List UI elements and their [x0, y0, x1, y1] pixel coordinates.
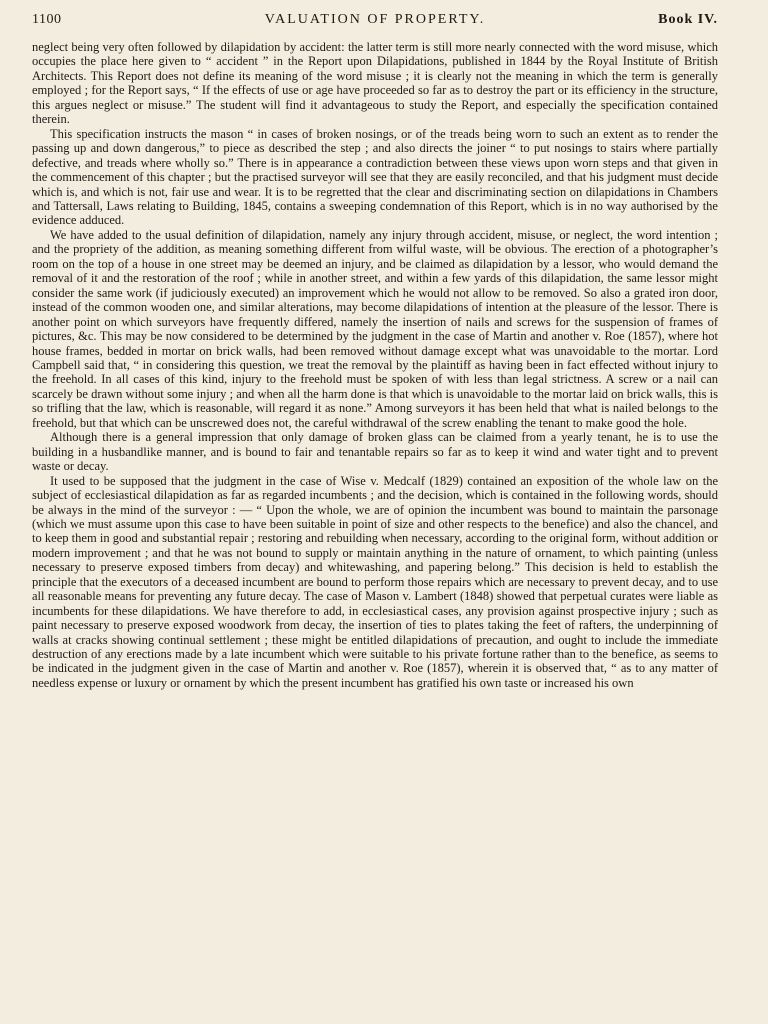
- paragraph: neglect being very often followed by dilapidation by accident: the latter term is still more nearly connected with the word misuse, which occupies the place here given to “ accident ” in the Report upon Dilapidations, published in 1844 by the Royal Institute of British Architects. This Report does not define its meaning of the word misuse ; it is clearly not the meaning in which the term is generally employed ; for the Report says, “ If the effects of use or age have proceeded so far as to destroy the part or its efficiency in the structure, this argues neglect or misuse.” The student will find it advantageous to study the Report, and especially the specification contained therein.: [32, 40, 718, 127]
- running-header: [32, 10, 718, 34]
- running-title: VALUATION OF PROPERTY.: [264, 12, 486, 27]
- page-number: 1100: [32, 12, 62, 27]
- book-label: Book IV.: [658, 12, 718, 27]
- body-text: [32, 40, 718, 690]
- paragraph: Although there is a general impression that only damage of broken glass can be claimed from a yearly tenant, he is to use the building in a husbandlike manner, and is bound to fair and tenantable repairs so far as to keep it wind and water tight and to prevent waste or decay.: [32, 430, 718, 474]
- paragraph: This specification instructs the mason “ in cases of broken nosings, or of the treads being worn to such an extent as to render the passing up and down dangerous,” to piece as described the step ; and also directs the joiner “ to put nosings to stairs where partially defective, and treads where wholly so.” There is in appearance a contradiction between these views upon worn steps and that given in the commencement of this chapter ; but the practised surveyor will see that they are easily reconciled, and that his judgment must decide which is, and which is not, fair use and wear. It is to be regretted that the clear and discriminating section on dilapidations in Chambers and Tattersall, Laws relating to Building, 1845, contains a sweeping condemnation of this Report, which is in no way authorised by the evidence adduced.: [32, 126, 718, 228]
- paragraph: We have added to the usual definition of dilapidation, namely any injury through accident, misuse, or neglect, the word intention ; and the propriety of the addition, as meaning something different from wilful waste, will be obvious. The erection of a photographer’s room on the top of a house in one street may be deemed an injury, and be claimed as dilapidation by a lessor, who would demand the removal of it and the restoration of the roof ; while in another street, and within a few yards of this dilapidation, the same lessor might consider the same work (if judiciously executed) an improvement which he would not allow to be removed. So also a grated iron door, instead of the common wooden one, and similar alterations, may become dilapidations of intention at the pleasure of the lessor. There is another point on which surveyors have frequently differed, namely the insertion of nails and screws for the suspension of frames of pictures, &c. This may be now considered to be determined by the judgment in the case of Martin and another v. Roe (1857), where hot house frames, bedded in mortar on brick walls, had been removed without damage except what was unavoidable to the mortar. Lord Campbell said that, “ in considering this question, we treat the removal by the plaintiff as having been in fact effected without injury to the freehold. In all cases of this kind, injury to the freehold must be spoken of with less than legal strictness. A screw or a nail can scarcely be drawn without some injury ; and when all the harm done is that which is unavoidable to the mortar laid on brick walls, this is so trifling that the law, which is reasonable, will regard it as none.” Among surveyors it has been held that what is nailed belongs to the freehold, but that which can be unscrewed does not, the careful withdrawal of the screw enabling the tenant to make good the hole.: [32, 227, 718, 430]
- paragraph: It used to be supposed that the judgment in the case of Wise v. Medcalf (1829) contained an exposition of the whole law on the subject of ecclesiastical dilapidation as far as regarded incumbents ; and the decision, which is contained in the following words, should be always in the mind of the surveyor : — “ Upon the whole, we are of opinion the incumbent was bound to maintain the parsonage (which we must assume upon this case to have been suitable in point of size and other respects to the benefice) and also the chancel, and to keep them in good and substantial repair ; restoring and rebuilding when necessary, according to the original form, without addition or modern improvement ; and that he was not bound to supply or maintain anything in the nature of ornament, to which painting (unless necessary to preserve exposed timbers from decay) and whitewashing, and papering belong.” This decision is held to establish the principle that the executors of a deceased incumbent are bound to perform those repairs which are necessary to prevent decay, and to use all reasonable means for preventing any future decay. The case of Mason v. Lambert (1848) showed that perpetual curates were liable as incumbents for these dilapidations. We have therefore to add, in ecclesiastical cases, any provision against prospective injury ; such as paint necessary to preserve exposed woodwork from decay, the insertion of ties to plates taking the feet of rafters, the underpinning of walls at cracks showing continual settlement ; these might be entitled dilapidations of precaution, and ought to include the immediate destruction of any erections made by a late incumbent which were suitable to his private fortune rather than to the benefice, as seems to be indicated in the judgment given in the case of Martin and another v. Roe (1857), wherein it is observed that, “ as to any matter of needless expense or luxury or ornament by which the present incumbent has gratified his own taste or increased his own: [32, 473, 718, 690]
- book-page: [32, 10, 718, 1014]
